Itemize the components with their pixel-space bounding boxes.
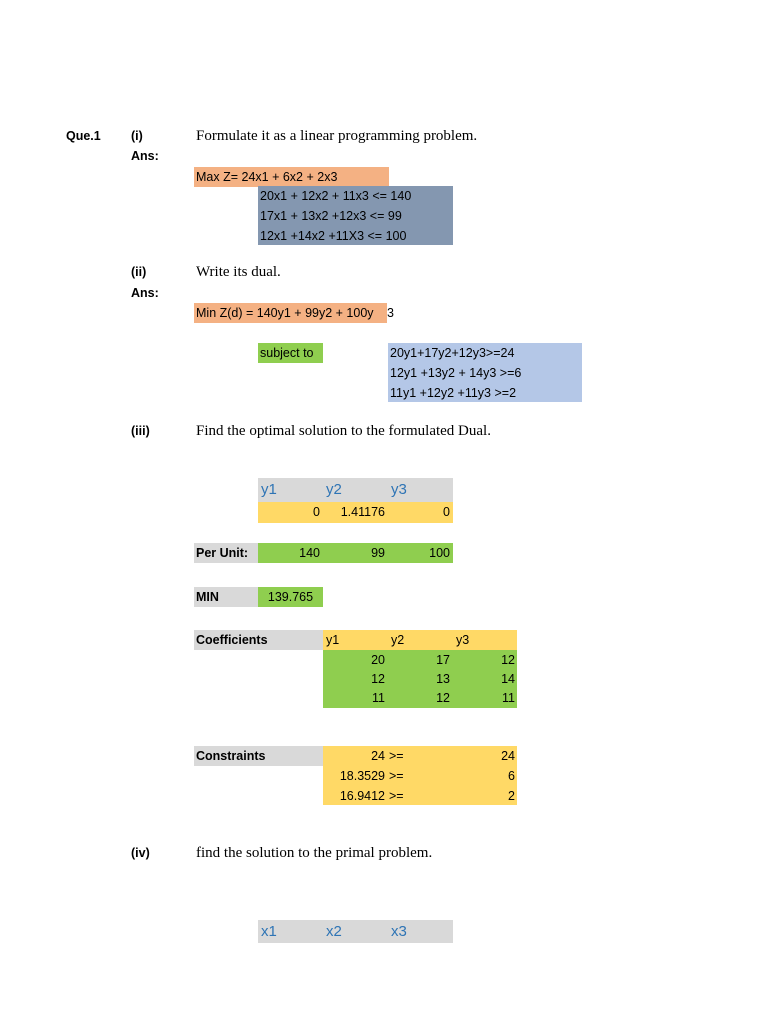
- primal-constraint-3: 12x1 +14x2 +11X3 <= 100: [260, 229, 407, 243]
- constraint-rhs: 6: [508, 769, 515, 783]
- constraint-lhs: 24: [371, 749, 385, 763]
- dual-constraint-3: 11y1 +12y2 +11y3 >=2: [390, 386, 517, 400]
- dual-constraint-2: 12y1 +13y2 + 14y3 >=6: [390, 366, 522, 380]
- coefficient-cell: 12: [436, 691, 450, 705]
- coefficients-header-y2: y2: [391, 633, 405, 647]
- dual-var-value-y2: 1.41176: [340, 505, 385, 519]
- coefficients-header-row: [323, 630, 517, 650]
- per-unit-label: Per Unit:: [194, 543, 258, 563]
- dual-var-header-y3: y3: [391, 481, 407, 498]
- part-i-ans-label: Ans:: [131, 149, 159, 163]
- part-ii-prompt: Write its dual.: [196, 264, 281, 280]
- dual-constraint-1: 20y1+17y2+12y3>=24: [390, 346, 515, 360]
- coefficient-cell: 11: [372, 691, 385, 705]
- dual-var-value-y3: 0: [443, 505, 450, 519]
- dual-objective-tail: 3: [387, 306, 394, 320]
- primal-var-header-x2: x2: [326, 923, 342, 940]
- primal-objective: Max Z= 24x1 + 6x2 + 2x3: [194, 167, 389, 187]
- coefficients-header-y1: y1: [326, 633, 340, 647]
- coefficient-cell: 11: [502, 691, 515, 705]
- question-label: Que.1: [66, 129, 101, 143]
- dual-objective: [194, 303, 394, 323]
- per-unit-value-1: 140: [299, 546, 320, 560]
- constraint-operator: >=: [389, 789, 404, 803]
- min-label: MIN: [194, 587, 258, 607]
- dual-var-header-row: [258, 478, 453, 502]
- constraint-rhs: 2: [508, 789, 515, 803]
- primal-constraint-1: 20x1 + 12x2 + 11x3 <= 140: [260, 189, 412, 203]
- constraint-operator: >=: [389, 749, 404, 763]
- dual-var-header-y1: y1: [261, 481, 277, 498]
- constraints-label: Constraints: [194, 746, 323, 766]
- coefficient-cell: 12: [371, 672, 385, 686]
- per-unit-value-3: 100: [429, 546, 450, 560]
- constraint-lhs: 16.9412: [339, 789, 385, 803]
- part-iv-number: (iv): [131, 846, 150, 860]
- constraint-lhs: 18.3529: [339, 769, 385, 783]
- part-iii-prompt: Find the optimal solution to the formulated Dual.: [196, 423, 491, 439]
- coefficient-cell: 17: [436, 653, 450, 667]
- primal-var-header-x1: x1: [261, 923, 277, 940]
- coefficients-label: Coefficients: [194, 630, 323, 650]
- coefficient-cell: 12: [501, 653, 515, 667]
- subject-to-label: subject to: [258, 343, 323, 363]
- dual-objective-main: Min Z(d) = 140y1 + 99y2 + 100y: [194, 303, 387, 323]
- primal-constraint-2: 17x1 + 13x2 +12x3 <= 99: [260, 209, 402, 223]
- part-iii-number: (iii): [131, 424, 150, 438]
- dual-var-value-y1: 0: [313, 505, 320, 519]
- min-value: 139.765: [258, 587, 323, 607]
- part-i-prompt: Formulate it as a linear programming problem.: [196, 128, 478, 144]
- part-ii-ans-label: Ans:: [131, 286, 159, 300]
- coefficient-cell: 14: [501, 672, 515, 686]
- coefficients-header-y3: y3: [456, 633, 470, 647]
- part-iv-prompt: find the solution to the primal problem.: [196, 845, 433, 861]
- part-i-number: (i): [131, 129, 143, 143]
- part-ii-number: (ii): [131, 265, 147, 279]
- primal-var-header-row: [258, 920, 453, 943]
- coefficient-cell: 20: [371, 653, 385, 667]
- primal-var-header-x3: x3: [391, 923, 407, 940]
- constraint-operator: >=: [389, 769, 404, 783]
- per-unit-value-2: 99: [371, 546, 385, 560]
- constraint-rhs: 24: [501, 749, 515, 763]
- dual-var-header-y2: y2: [326, 481, 342, 498]
- coefficient-cell: 13: [436, 672, 450, 686]
